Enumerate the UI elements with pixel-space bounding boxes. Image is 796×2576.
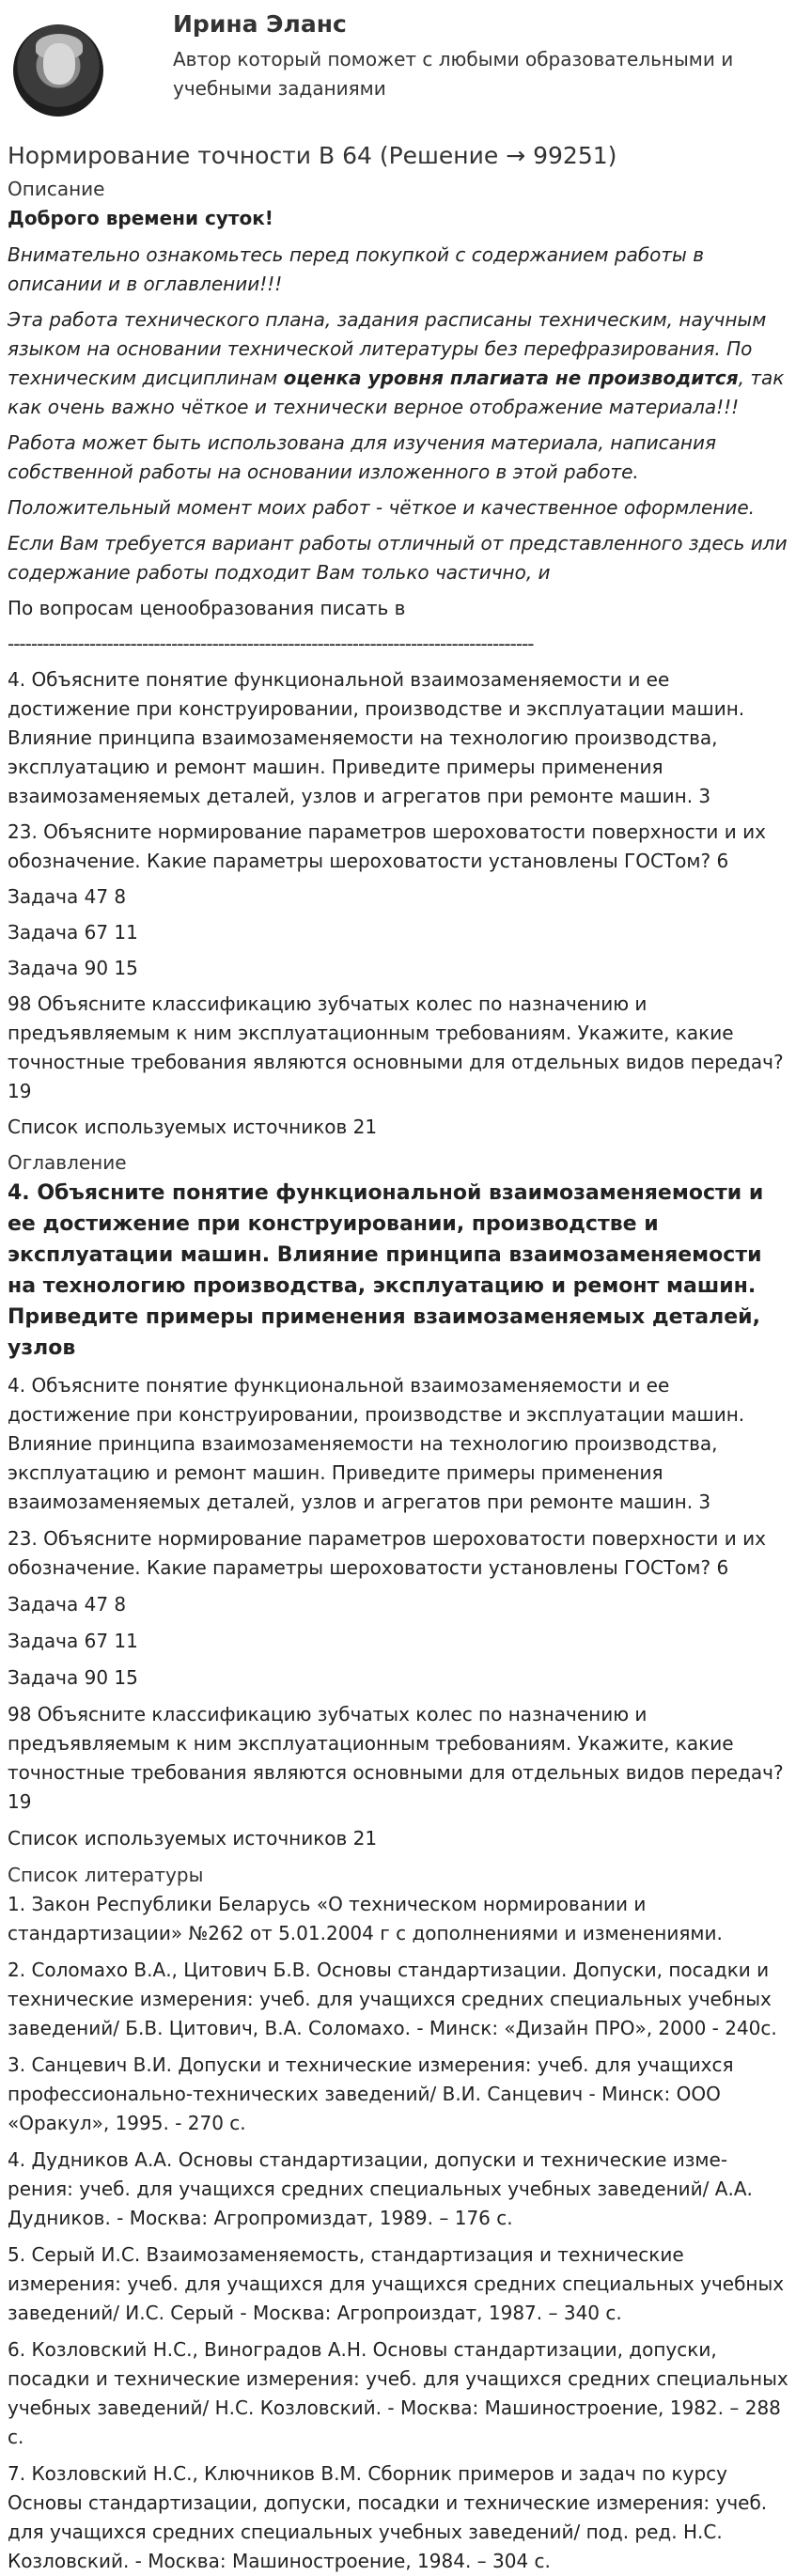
contents-item: Задача 90 15 xyxy=(8,957,138,979)
reference-item: 3. Санцевич В.И. Допуски и технические измерения: учеб. для учащихся профессионально-технических заведений/ В.И. Санцевич - Минск: ООО «Оракул», 1995. - 270 с. xyxy=(8,2053,734,2134)
reference-item: 7. Козловский Н.С., Ключников В.М. Сборник примеров и задач по курсу Основы стандартизации, допуски, посадки и технические измерения: учеб. для учащихся средних специальных учебных заведений/ под. ред. Н.С. Козловский. - Москва: Машиностроение, 1984. – 304 с. xyxy=(8,2462,768,2572)
reference-item: 2. Соломахо В.А., Цитович Б.В. Основы стандартизации. Допуски, посадки и технические измерения: учеб. для учащихся средних специальных учебных заведений/ Б.В. Цитович, В.А. Соломахо. - Минск: «Дизайн ПРО», 2000 - 240с. xyxy=(8,1959,777,2039)
contents-item: 98 Объясните классификацию зубчатых колес по назначению и предъявляемым к ним эксплуатационным требованиям. Укажите, какие точностные требования являются основными для отдельных видов передач? 19 xyxy=(8,992,784,1102)
contents-item: Задача 67 11 xyxy=(8,921,138,944)
author-name[interactable]: Ирина Эланс xyxy=(173,10,347,38)
references-label: Список литературы xyxy=(8,1864,204,1886)
toc-item: 98 Объясните классификацию зубчатых колес по назначению и предъявляемым к ним эксплуатационным требованиям. Укажите, какие точностные требования являются основными для отдельных видов передач? 19 xyxy=(8,1703,784,1813)
description-paragraph-plagiarism xyxy=(8,305,788,422)
contents-item: Задача 47 8 xyxy=(8,885,127,908)
author-avatar[interactable] xyxy=(13,24,103,117)
description-section xyxy=(8,204,788,1142)
separator-line: ------------------------------------------------------------------------------------------ xyxy=(8,632,534,655)
reference-item: 5. Серый И.С. Взаимозаменяемость, стандартизация и технические измерения: учеб. для учащихся для учащихся средних специальных учебных заведений/ И.С. Серый - Москва: Агропроиздат, 1987. – 340 с. xyxy=(8,2243,785,2324)
contents-item: Список используемых источников 21 xyxy=(8,1116,378,1138)
avatar-face xyxy=(43,43,75,85)
description-paragraph: Если Вам требуется вариант работы отличный от представленного здесь или содержание работы подходит Вам только частично, и xyxy=(8,532,788,584)
toc-item: 23. Объясните нормирование параметров шероховатости поверхности и их обозначение. Какие параметры шероховатости установлены ГОСТом? 6 xyxy=(8,1527,766,1579)
description-text: , так как очень важно чёткое и технически верное отображение материала!!! xyxy=(8,367,785,418)
toc-item: Список используемых источников 21 xyxy=(8,1827,378,1850)
toc-item: 4. Объясните понятие функциональной взаимозаменяемости и ее достижение при конструировании, производстве и эксплуатации машин. Влияние принципа взаимозаменяемости на технологию производства, эксплуатацию и ремонт машин. Приведите примеры применения взаимозаменяемых деталей, узлов и агрегатов при ремонте машин. 3 xyxy=(8,1374,745,1513)
description-label: Описание xyxy=(8,178,105,200)
toc-section xyxy=(8,1178,788,1853)
pricing-note: По вопросам ценообразования писать в xyxy=(8,597,406,619)
toc-item: Задача 47 8 xyxy=(8,1593,127,1616)
page-title: Нормирование точности В 64 (Решение → 99251) xyxy=(8,142,617,169)
author-card xyxy=(8,0,788,122)
reference-item: 1. Закон Республики Беларусь «О техническом нормировании и стандартизации» №262 от 5.01.2004 г с дополнениями и изменениями. xyxy=(8,1893,723,1944)
description-paragraph: Внимательно ознакомьтесь перед покупкой с содержанием работы в описании и в оглавлении!!! xyxy=(8,243,704,295)
toc-heading: 4. Объясните понятие функциональной взаимозаменяемости и ее достижение при конструировании, производстве и эксплуатации машин. Влияние принципа взаимозаменяемости на технологию производства, эксплуатацию и ремонт машин. Приведите примеры применения взаимозаменяемых деталей, узлов xyxy=(8,1181,764,1360)
toc-label: Оглавление xyxy=(8,1151,127,1174)
reference-item: 6. Козловский Н.С., Виноградов А.Н. Основы стандартизации, допуски, посадки и технические измерения: учеб. для учащихся средних специальных учебных заведений/ Н.С. Козловский. - Москва: Машиностроение, 1982. – 288 с. xyxy=(8,2338,788,2448)
toc-item: Задача 67 11 xyxy=(8,1630,138,1652)
greeting: Доброго времени суток! xyxy=(8,207,273,229)
description-emphasis: оценка уровня плагиата не производится xyxy=(283,367,739,389)
description-paragraph: Положительный момент моих работ - чёткое и качественное оформление. xyxy=(8,496,756,519)
description-paragraph: Работа может быть использована для изучения материала, написания собственной работы на основании изложенного в этой работе. xyxy=(8,431,717,483)
author-description: Автор который поможет с любыми образовательными и учебными заданиями xyxy=(173,48,734,100)
toc-item: Задача 90 15 xyxy=(8,1666,138,1689)
references-section xyxy=(8,1890,788,2576)
contents-item: 4. Объясните понятие функциональной взаимозаменяемости и ее достижение при конструировании, производстве и эксплуатации машин. Влияние принципа взаимозаменяемости на технологию производства, эксплуатацию и ремонт машин. Приведите примеры применения взаимозаменяемых деталей, узлов и агрегатов при ремонте машин. 3 xyxy=(8,668,745,807)
description-text: Эта работа технического плана, задания расписаны техническим, научным языком на основании технической литературы без перефразирования. По техническим дисциплинам xyxy=(8,308,767,389)
reference-item: 4. Дудников А.А. Основы стандартизации, допуски и технические изме-рения: учеб. для учащихся средних специальных учебных заведений/ А.А. Дудников. - Москва: Агропромиздат, 1989. – 176 с. xyxy=(8,2148,753,2229)
contents-item: 23. Объясните нормирование параметров шероховатости поверхности и их обозначение. Какие параметры шероховатости установлены ГОСТом? 6 xyxy=(8,820,766,872)
